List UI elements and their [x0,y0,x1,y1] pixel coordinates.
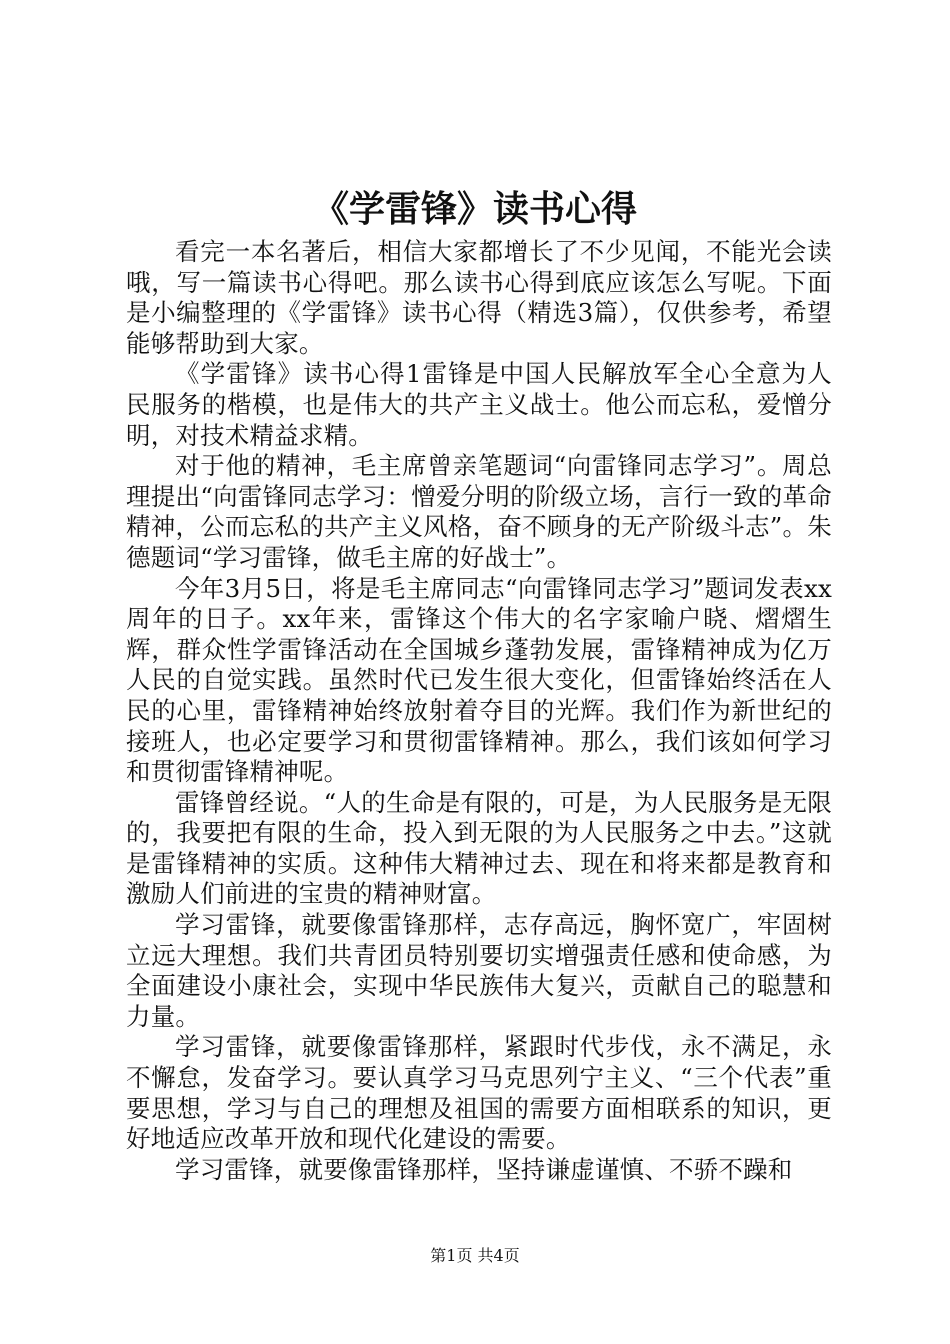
paragraph: 对于他的精神，毛主席曾亲笔题词“向雷锋同志学习”。周总理提出“向雷锋同志学习：憎爱分明的阶级立场，言行一致的革命精神，公而忘私的共产主义风格，奋不顾身的无产阶级斗志”。朱德题词“学习雷锋，做毛主席的好战士”。 [126,451,832,572]
paragraph: 雷锋曾经说。“人的生命是有限的，可是，为人民服务是无限的，我要把有限的生命，投入到无限的为人民服务之中去。”这就是雷锋精神的实质。这种伟大精神过去、现在和将来都是教育和激励人们前进的宝贵的精神财富。 [126,787,832,909]
document-title: 《学雷锋》读书心得 [312,188,637,230]
paragraph: 学习雷锋，就要像雷锋那样，坚持谦虚谨慎、不骄不躁和 [175,1154,793,1184]
page-number-footer: 第1页 共4页 [430,1246,520,1265]
paragraph: 学习雷锋，就要像雷锋那样，志存高远，胸怀宽广，牢固树立远大理想。我们共青团员特别要切实增强责任感和使命感，为全面建设小康社会，实现中华民族伟大复兴，贡献自己的聪慧和力量。 [126,910,832,1031]
paragraph: 《学雷锋》读书心得1雷锋是中国人民解放军全心全意为人民服务的楷模，也是伟大的共产主义战士。他公而忘私，爱憎分明，对技术精益求精。 [126,359,832,450]
paragraph: 今年3月5日，将是毛主席同志“向雷锋同志学习”题词发表xx周年的日子。xx年来，雷锋这个伟大的名字家喻户晓、熠熠生辉，群众性学雷锋活动在全国城乡蓬勃发展，雷锋精神成为亿万人民的自觉实践。虽然时代已发生很大变化，但雷锋始终活在人民的心里，雷锋精神始终放射着夺目的光辉。我们作为新世纪的接班人，也必定要学习和贯彻雷锋精神。那么，我们该如何学习和贯彻雷锋精神呢。 [126,573,832,787]
paragraph: 看完一本名著后，相信大家都增长了不少见闻，不能光会读哦，写一篇读书心得吧。那么读书心得到底应该怎么写呢。下面是小编整理的《学雷锋》读书心得（精选3篇），仅供参考，希望能够帮助到大家。 [126,237,832,358]
paragraph: 学习雷锋，就要像雷锋那样，紧跟时代步伐，永不满足，永不懈怠，发奋学习。要认真学习马克思列宁主义、“三个代表”重要思想，学习与自己的理想及祖国的需要方面相联系的知识，更好地适应改革开放和现代化建设的需要。 [126,1032,832,1154]
document-body [126,237,832,1185]
